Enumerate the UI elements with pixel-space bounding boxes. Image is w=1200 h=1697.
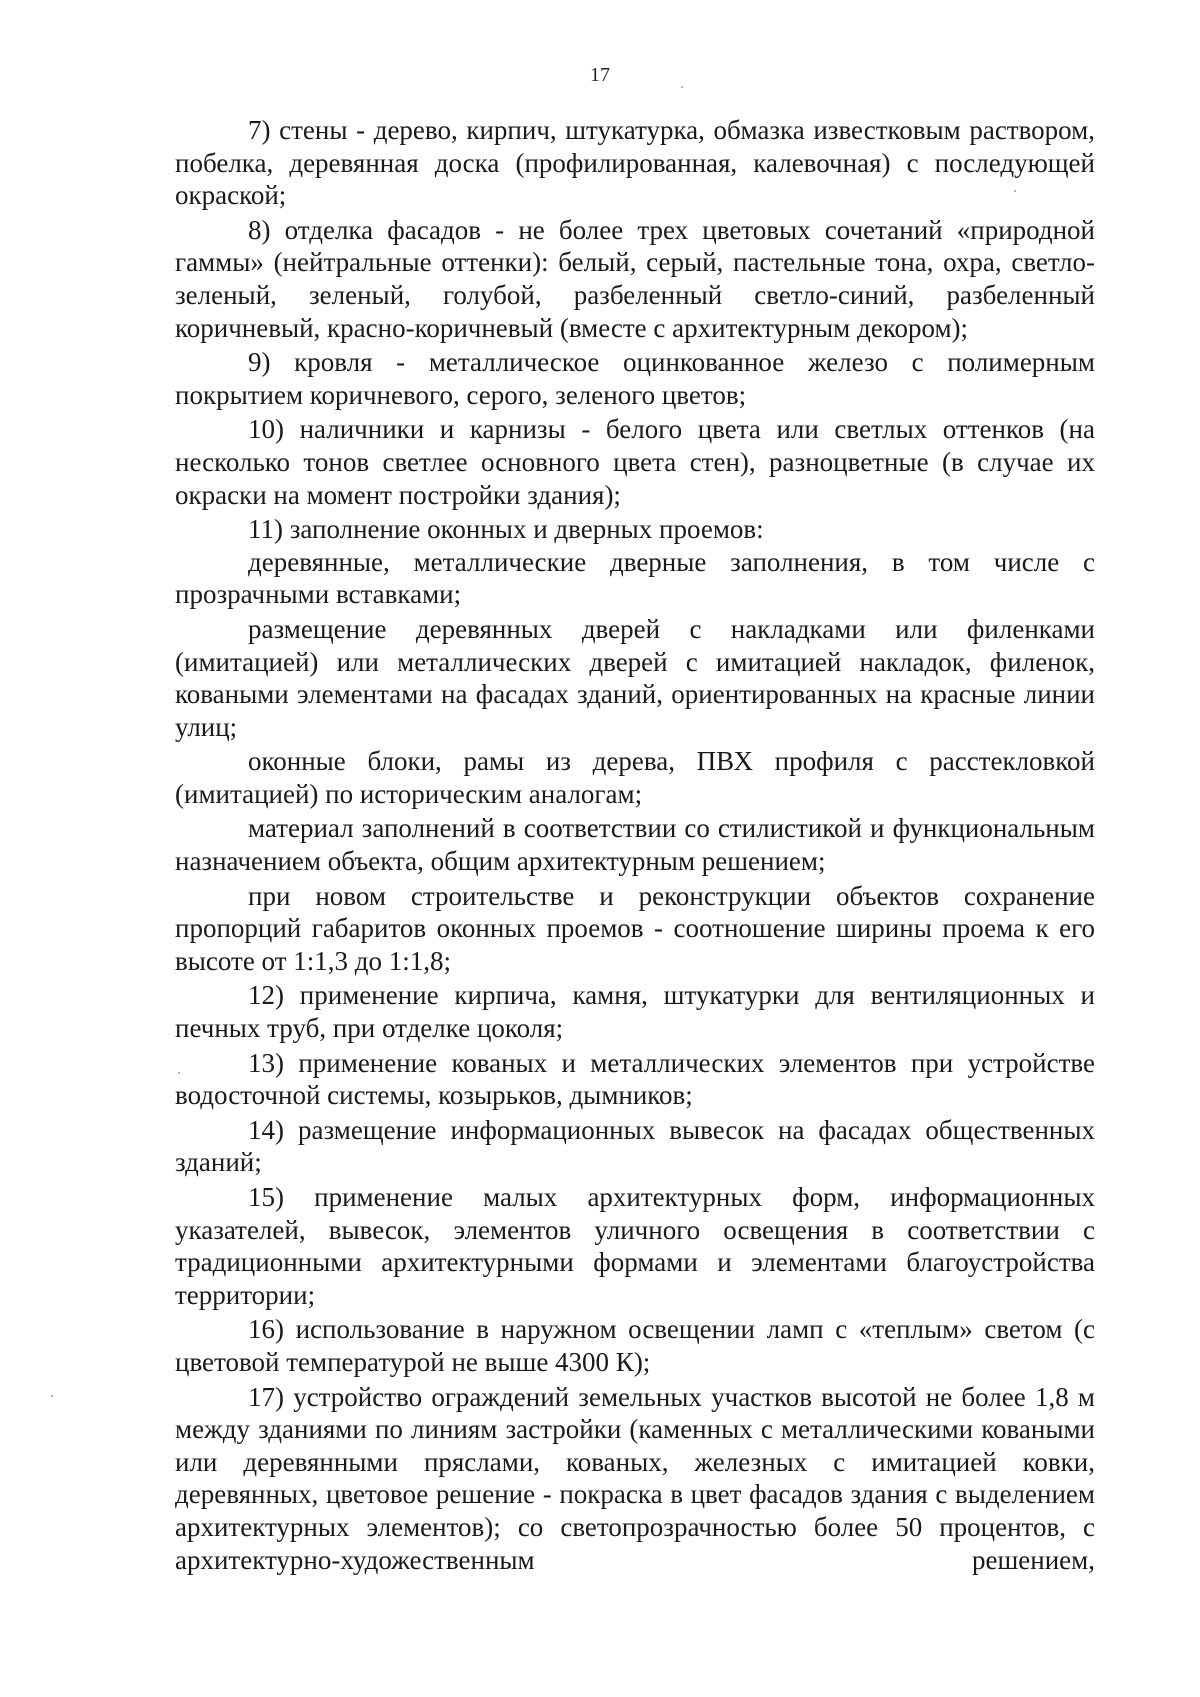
paragraph-item-17: 17) устройство ограждений земельных участков высотой не более 1,8 м между зданиями по линиям застройки (каменных с металлическими коваными или деревянными пряслами, кованых, железных с имитацией ковки, деревянных, цветовое решение - покраска в цвет фасадов здания с выделением архитектурных элементов); со светопрозрачностью более 50 процентов, с архитектурно-художественным решением, bbox=[175, 1381, 1095, 1575]
page-number: 17 bbox=[590, 64, 610, 86]
paragraph-item-7: 7) стены - дерево, кирпич, штукатурка, обмазка известковым раствором, побелка, деревянная доска (профилированная, калевочная) с последующей окраской; bbox=[175, 115, 1095, 211]
paragraph-item-13: 13) применение кованых и металлических элементов при устройстве водосточной системы, козырьков, дымников; bbox=[175, 1047, 1095, 1111]
document-body bbox=[175, 114, 1095, 1576]
scan-speck bbox=[178, 1072, 180, 1074]
paragraph-item-16: 16) использование в наружном освещении ламп с «теплым» светом (с цветовой температурой не выше 4300 К); bbox=[175, 1314, 1095, 1377]
paragraph-item-14: 14) размещение информационных вывесок на фасадах общественных зданий; bbox=[175, 1114, 1095, 1178]
paragraph-item-9: 9) кровля - металлическое оцинкованное железо с полимерным покрытием коричневого, серого, зеленого цветов; bbox=[175, 347, 1095, 410]
paragraph-door-placement: размещение деревянных дверей с накладками или филенками (имитацией) или металлических дверей с имитацией накладок, филенок, коваными элементами на фасадах зданий, ориентированных на красные линии улиц; bbox=[175, 613, 1095, 742]
scan-speck bbox=[51, 1395, 53, 1397]
paragraph-item-10: 10) наличники и карнизы - белого цвета или светлых оттенков (на несколько тонов светлее основного цвета стен), разноцветные (в случае их окраски на момент постройки здания); bbox=[175, 414, 1095, 510]
paragraph-window-blocks: оконные блоки, рамы из дерева, ПВХ профиля с расстекловкой (имитацией) по историческим аналогам; bbox=[175, 746, 1095, 809]
paragraph-item-11: 11) заполнение оконных и дверных проемов: bbox=[248, 514, 764, 545]
paragraph-item-15: 15) применение малых архитектурных форм, информационных указателей, вывесок, элементов уличного освещения в соответствии с традиционными архитектурными формами и элементами благоустройства территории; bbox=[175, 1182, 1095, 1310]
paragraph-item-8: 8) отделка фасадов - не более трех цветовых сочетаний «природной гаммы» (нейтральные оттенки): белый, серый, пастельные тона, охра, светло-зеленый, зеленый, голубой, разбеленный светло-синий, разбеленный коричневый, красно-коричневый (вместе с архитектурным декором); bbox=[175, 214, 1095, 343]
paragraph-doors: деревянные, металлические дверные заполнения, в том числе с прозрачными вставками; bbox=[175, 546, 1095, 610]
paragraph-fill-material: материал заполнений в соответствии со стилистикой и функциональным назначением объекта, общим архитектурным решением; bbox=[175, 813, 1095, 877]
scan-speck bbox=[1014, 190, 1016, 192]
scan-speck bbox=[681, 86, 683, 88]
paragraph-window-proportions: при новом строительстве и реконструкции объектов сохранение пропорций габаритов оконных проемов - соотношение ширины проема к его высоте от 1:1,3 до 1:1,8; bbox=[175, 880, 1095, 976]
paragraph-item-12: 12) применение кирпича, камня, штукатурки для вентиляционных и печных труб, при отделке цоколя; bbox=[175, 980, 1095, 1044]
